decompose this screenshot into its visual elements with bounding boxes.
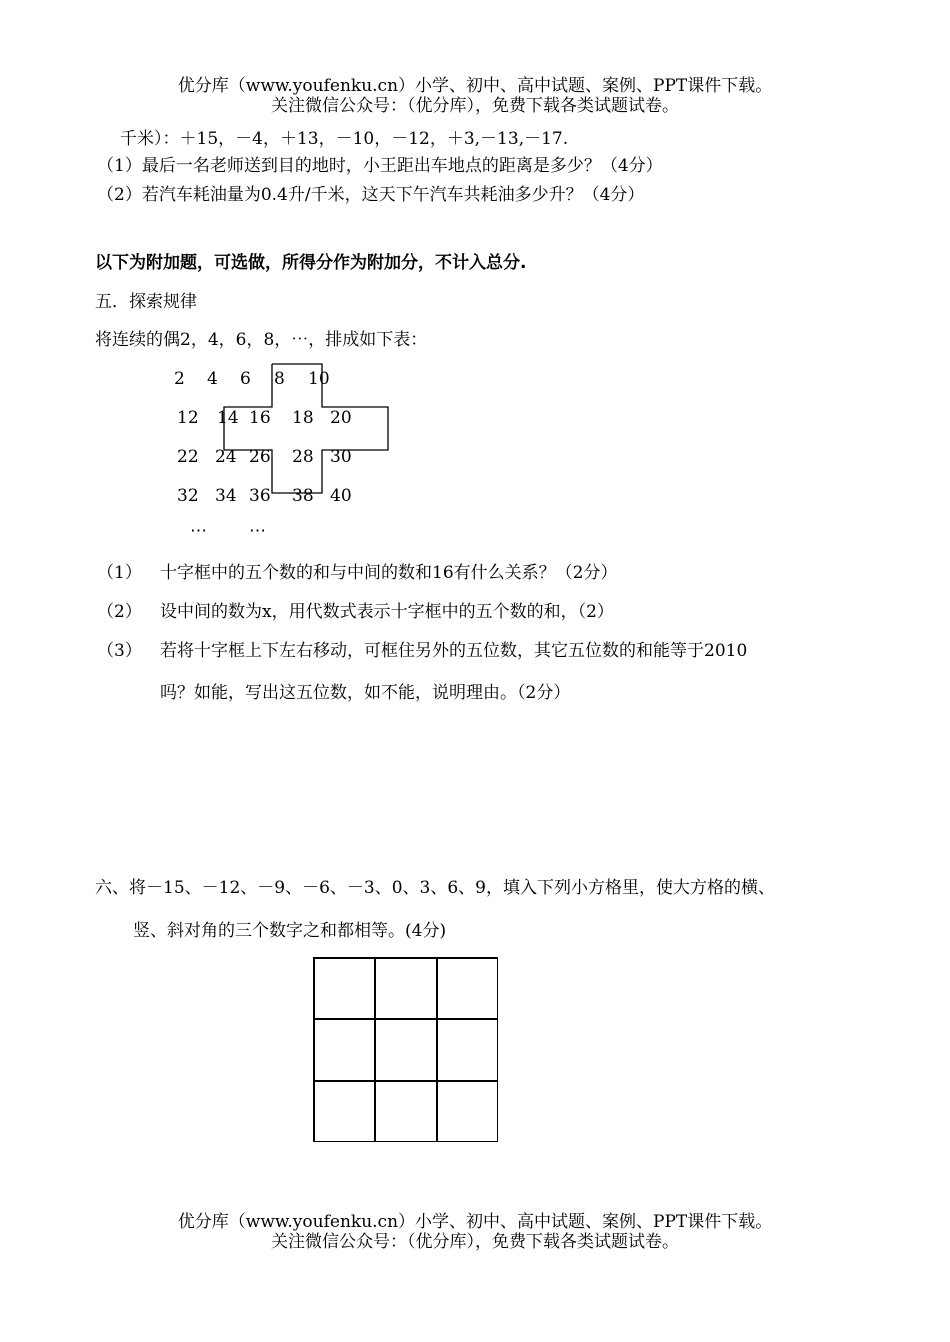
header-line-2: 关注微信公众号：（优分库），免费下载各类试题试卷。 [271, 96, 679, 116]
table-cell: 14 [217, 408, 239, 428]
table-cell: 24 [215, 447, 237, 467]
q4-continuation: 千米）：＋15，－4，＋13，－10，－12，＋3,－13,－17. [120, 129, 569, 149]
table-ellipsis: ⋯ [249, 521, 266, 541]
table-cell: 28 [292, 447, 314, 467]
table-cell: 12 [177, 408, 199, 428]
bonus-notice: 以下为附加题，可选做，所得分作为附加分，不计入总分. [95, 253, 527, 273]
grid-cell[interactable] [375, 1019, 437, 1081]
table-cell: 18 [292, 408, 314, 428]
q6-line-1: 六、将－15、－12、－9、－6、－3、0、3、6、9，填入下列小方格里，使大方格的横、 [95, 878, 775, 898]
table-cell: 6 [240, 369, 251, 389]
table-cell: 2 [174, 369, 185, 389]
table-cell: 36 [249, 486, 271, 506]
q5-question-num: （2） [97, 602, 142, 622]
table-cell: 4 [207, 369, 218, 389]
table-cell: 22 [177, 447, 199, 467]
table-cell: 26 [249, 447, 271, 467]
table-cell: 30 [330, 447, 352, 467]
q5-question-text: 若将十字框上下左右移动，可框住另外的五位数，其它五位数的和能等于2010 [160, 641, 748, 661]
q5-question-3-continuation: 吗？如能，写出这五位数，如不能，说明理由。（2分） [160, 683, 571, 703]
table-cell: 16 [249, 408, 271, 428]
grid-cell[interactable] [375, 958, 437, 1019]
q5-question-num: （1） [97, 563, 142, 583]
table-cell: 38 [292, 486, 314, 506]
header-line-1: 优分库（www.youfenku.cn）小学、初中、高中试题、案例、PPT课件下载。 [177, 76, 773, 96]
grid-cell[interactable] [437, 1081, 498, 1142]
q5-question-num: （3） [97, 641, 142, 661]
grid-cell[interactable] [314, 958, 375, 1019]
table-cell: 34 [215, 486, 237, 506]
table-cell: 32 [177, 486, 199, 506]
q5-title: 五．探索规律 [95, 292, 197, 312]
q5-intro: 将连续的偶2，4，6，8，⋯，排成如下表： [95, 330, 428, 350]
grid-cell[interactable] [375, 1081, 437, 1142]
grid-cell[interactable] [437, 1019, 498, 1081]
q4-sub2: （2）若汽车耗油量为0.4升/千米，这天下午汽车共耗油多少升？（4分） [97, 185, 645, 205]
q5-question-text: 设中间的数为x，用代数式表示十字框中的五个数的和，（2） [160, 602, 614, 622]
grid-cell[interactable] [314, 1019, 375, 1081]
grid-cell[interactable] [437, 958, 498, 1019]
q4-sub1: （1）最后一名老师送到目的地时，小王距出车地点的距离是多少？（4分） [97, 156, 663, 176]
table-ellipsis: ⋯ [190, 521, 207, 541]
q6-line-2: 竖、斜对角的三个数字之和都相等。(4分) [133, 921, 447, 941]
grid-cell[interactable] [314, 1081, 375, 1142]
footer-line-2: 关注微信公众号：（优分库），免费下载各类试题试卷。 [271, 1232, 679, 1252]
table-cell: 40 [330, 486, 352, 506]
footer-line-1: 优分库（www.youfenku.cn）小学、初中、高中试题、案例、PPT课件下载。 [177, 1212, 773, 1232]
q5-question-text: 十字框中的五个数的和与中间的数和16有什么关系？（2分） [160, 563, 618, 583]
table-cell: 10 [308, 369, 330, 389]
table-cell: 8 [274, 369, 285, 389]
table-cell: 20 [330, 408, 352, 428]
magic-square-grid [313, 957, 498, 1142]
